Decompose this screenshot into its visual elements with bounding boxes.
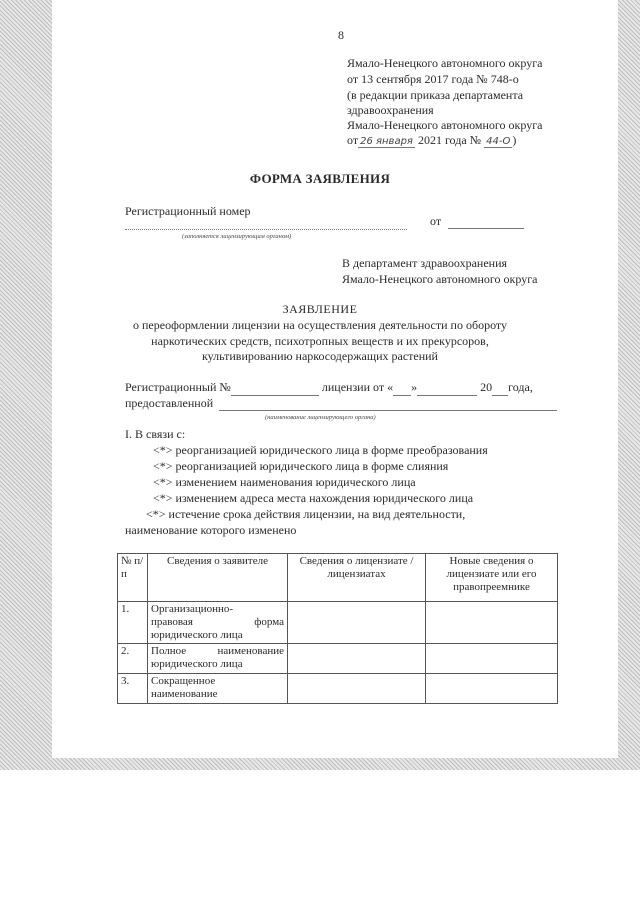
reason-item <box>153 443 488 458</box>
row-new-info-cell[interactable] <box>426 674 558 704</box>
row-applicant-cell <box>148 674 288 704</box>
application-subtitle-3: культивированию наркосодержащих растений <box>202 349 438 363</box>
reason-item <box>153 459 448 474</box>
reason-text: истечение срока действия лицензии, на вид деятельности, <box>168 507 466 521</box>
table-row <box>118 644 558 674</box>
header-cell-new-info: Новые сведения о лицензиате или его правопреемнике <box>426 554 558 602</box>
cell-line <box>151 616 284 629</box>
license-info-table <box>117 553 558 704</box>
reason-marker: <*> <box>153 475 173 489</box>
license-reg-label: Регистрационный № <box>125 380 231 394</box>
reason-text: изменением наименования юридического лица <box>175 475 416 489</box>
cell-word: форма <box>254 616 284 628</box>
row-licensee-cell[interactable] <box>288 644 426 674</box>
row-licensee-cell[interactable] <box>288 602 426 644</box>
reason-marker: <*> <box>153 491 173 505</box>
reason-marker: <*> <box>146 507 166 521</box>
reason-item <box>153 475 416 490</box>
cell-line: юридического лица <box>151 658 243 670</box>
provided-caption: (наименование лицензирующего органа) <box>265 414 376 421</box>
row-applicant-cell <box>148 602 288 644</box>
header-line-6 <box>347 133 516 149</box>
handwritten-date: 26 января <box>360 136 413 147</box>
table-row <box>118 674 558 704</box>
header-close: ) <box>512 133 517 147</box>
cell-line <box>151 645 284 658</box>
handwritten-number: 44-О <box>486 136 511 147</box>
provided-label: предоставленной <box>125 396 214 410</box>
cell-line: Сокращенное <box>151 675 216 687</box>
reason-item <box>153 491 473 506</box>
license-year-blank <box>492 380 508 396</box>
row-applicant-cell <box>148 644 288 674</box>
cell-word: Полное <box>151 645 187 657</box>
license-day-blank <box>393 380 411 396</box>
provided-line <box>219 410 557 411</box>
header-line-2: от 13 сентября 2017 года № 748-о <box>347 72 519 86</box>
cell-word: правовая <box>151 616 193 628</box>
reg-number-label: Регистрационный номер <box>125 204 251 218</box>
cell-line: Организационно- <box>151 603 234 615</box>
license-year-word: года, <box>508 380 533 394</box>
row-number: 1. <box>118 602 148 644</box>
header-from: от <box>347 133 359 147</box>
reason-text: изменением адреса места нахождения юридического лица <box>175 491 474 505</box>
addressee-line-2: Ямало-Ненецкого автономного округа <box>342 272 538 286</box>
row-new-info-cell[interactable] <box>426 602 558 644</box>
reg-number-line <box>125 229 407 230</box>
license-century: 20 <box>480 380 493 394</box>
cell-word: наименование <box>217 645 284 657</box>
row-number: 2. <box>118 644 148 674</box>
header-year: 2021 года № <box>417 133 482 147</box>
table-header-row <box>118 554 558 602</box>
reason-text: реорганизацией юридического лица в форме слияния <box>175 459 449 473</box>
header-line-1: Ямало-Ненецкого автономного округа <box>347 56 543 70</box>
reason-tail: наименование которого изменено <box>125 523 297 537</box>
row-number: 3. <box>118 674 148 704</box>
table-row <box>118 602 558 644</box>
application-subtitle-2: наркотических средств, психотропных веществ и их прекурсоров, <box>151 334 489 348</box>
cell-line: юридического лица <box>151 629 243 641</box>
license-month-blank <box>417 380 477 396</box>
license-reg-blank <box>231 380 319 396</box>
reason-text: реорганизацией юридического лица в форме преобразования <box>175 443 488 457</box>
application-title: ЗАЯВЛЕНИЕ <box>282 302 358 316</box>
form-title: ФОРМА ЗАЯВЛЕНИЯ <box>249 171 391 186</box>
header-line-4: здравоохранения <box>347 103 434 117</box>
header-cell-number: № п/п <box>118 554 148 602</box>
reason-marker: <*> <box>153 443 173 457</box>
reg-caption: (заполняется лицензирующим органом) <box>182 233 292 240</box>
row-new-info-cell[interactable] <box>426 644 558 674</box>
row-licensee-cell[interactable] <box>288 674 426 704</box>
cell-line: наименование <box>151 688 218 700</box>
header-cell-applicant: Сведения о заявителе <box>148 554 288 602</box>
reg-from-label: от <box>430 214 442 228</box>
reason-marker: <*> <box>153 459 173 473</box>
page-number: 8 <box>338 28 344 42</box>
header-cell-licensee: Сведения о лицензиате /лицензиатах <box>288 554 426 602</box>
license-from-label: лицензии от « <box>321 380 394 394</box>
license-line <box>125 380 533 396</box>
license-quote-close: » <box>411 380 418 394</box>
application-subtitle-1: о переоформлении лицензии на осуществления деятельности по обороту <box>133 318 507 332</box>
addressee-line-1: В департамент здравоохранения <box>342 256 508 270</box>
header-line-3: (в редакции приказа департамента <box>347 88 524 102</box>
reg-date-line <box>448 228 524 229</box>
header-line-5: Ямало-Ненецкого автономного округа <box>347 118 543 132</box>
section-label: I. В связи с: <box>125 427 186 441</box>
reason-item <box>146 507 465 522</box>
